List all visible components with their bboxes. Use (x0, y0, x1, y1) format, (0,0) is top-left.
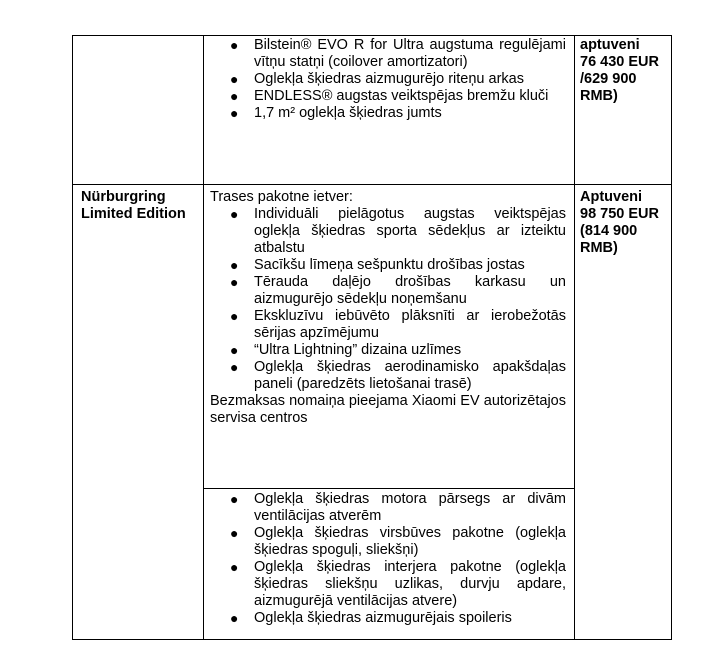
bullet-icon: ● (230, 359, 239, 375)
column-divider (203, 35, 204, 640)
row1-price: aptuveni 76 430 EUR /629 900 RMB) (580, 37, 659, 104)
bullet-icon: ● (230, 274, 239, 290)
list-item: ● Oglekļa šķiedras motora pārsegs ar divām ventilācijas atverēm (230, 491, 566, 524)
package-intro: Trases pakotne ietver: (210, 189, 353, 205)
row-divider (72, 184, 672, 185)
bullet-icon: ● (230, 105, 239, 121)
list-item: ● Bilstein® EVO R for Ultra augstuma regulējami vītņu statņi (coilover amortizatori) (230, 37, 566, 70)
row-divider-partial (203, 488, 575, 489)
bullet-icon: ● (230, 257, 239, 273)
list-item: ● Individuāli pielāgotus augstas veiktspējas oglekļa šķiedras sporta sēdekļus ar izteiktu atbalstu (230, 206, 566, 256)
list-item: ● Oglekļa šķiedras aizmugurējo riteņu arkas (230, 71, 524, 87)
bullet-icon: ● (230, 37, 239, 53)
list-item: ● Oglekļa šķiedras aizmugurējais spoileris (230, 610, 512, 626)
spec-table (72, 35, 672, 640)
list-item: ● “Ultra Lightning” dizaina uzlīmes (230, 342, 462, 358)
bullet-icon: ● (230, 71, 239, 87)
model-name: Nürburgring Limited Edition (81, 189, 186, 222)
bullet-icon: ● (230, 525, 239, 541)
list-item: ● Sacīkšu līmeņa sešpunktu drošības jostas (230, 257, 525, 273)
table-border-right (671, 35, 672, 640)
bullet-icon: ● (230, 342, 239, 358)
list-item: ● 1,7 m² oglekļa šķiedras jumts (230, 105, 442, 121)
list-item: ● Oglekļa šķiedras interjera pakotne (oglekļa šķiedras sliekšņu uzlikas, durvju apdare, aizmugurējā ventilācijas atvere) (230, 559, 566, 609)
row2-features (210, 189, 566, 427)
table-border-top (72, 35, 672, 36)
list-item: ● Tērauda daļējo drošības karkasu un aizmugurējo sēdekļu noņemšanu (230, 274, 566, 307)
column-divider (574, 35, 575, 640)
bullet-icon: ● (230, 610, 239, 626)
row3-features (208, 491, 566, 627)
list-item: ● ENDLESS® augstas veiktspējas bremžu kluči (230, 88, 549, 104)
bullet-icon: ● (230, 308, 239, 324)
bullet-icon: ● (230, 206, 239, 222)
list-item: ● Oglekļa šķiedras aerodinamisko apakšdaļas paneli (paredzēts lietošanai trasē) (230, 359, 566, 392)
bullet-icon: ● (230, 559, 239, 575)
service-note: Bezmaksas nomaiņa pieejama Xiaomi EV autorizētajos servisa centros (210, 393, 566, 426)
list-item: ● Oglekļa šķiedras virsbūves pakotne (oglekļa šķiedras spoguļi, sliekšņi) (230, 525, 566, 558)
table-border-left (72, 35, 73, 640)
row1-features (208, 37, 566, 122)
list-item: ● Ekskluzīvu iebūvēto plāksnīti ar ierobežotās sērijas apzīmējumu (230, 308, 566, 341)
bullet-icon: ● (230, 88, 239, 104)
table-border-bottom (72, 639, 672, 640)
bullet-icon: ● (230, 491, 239, 507)
row2-price: Aptuveni 98 750 EUR (814 900 RMB) (580, 189, 659, 256)
